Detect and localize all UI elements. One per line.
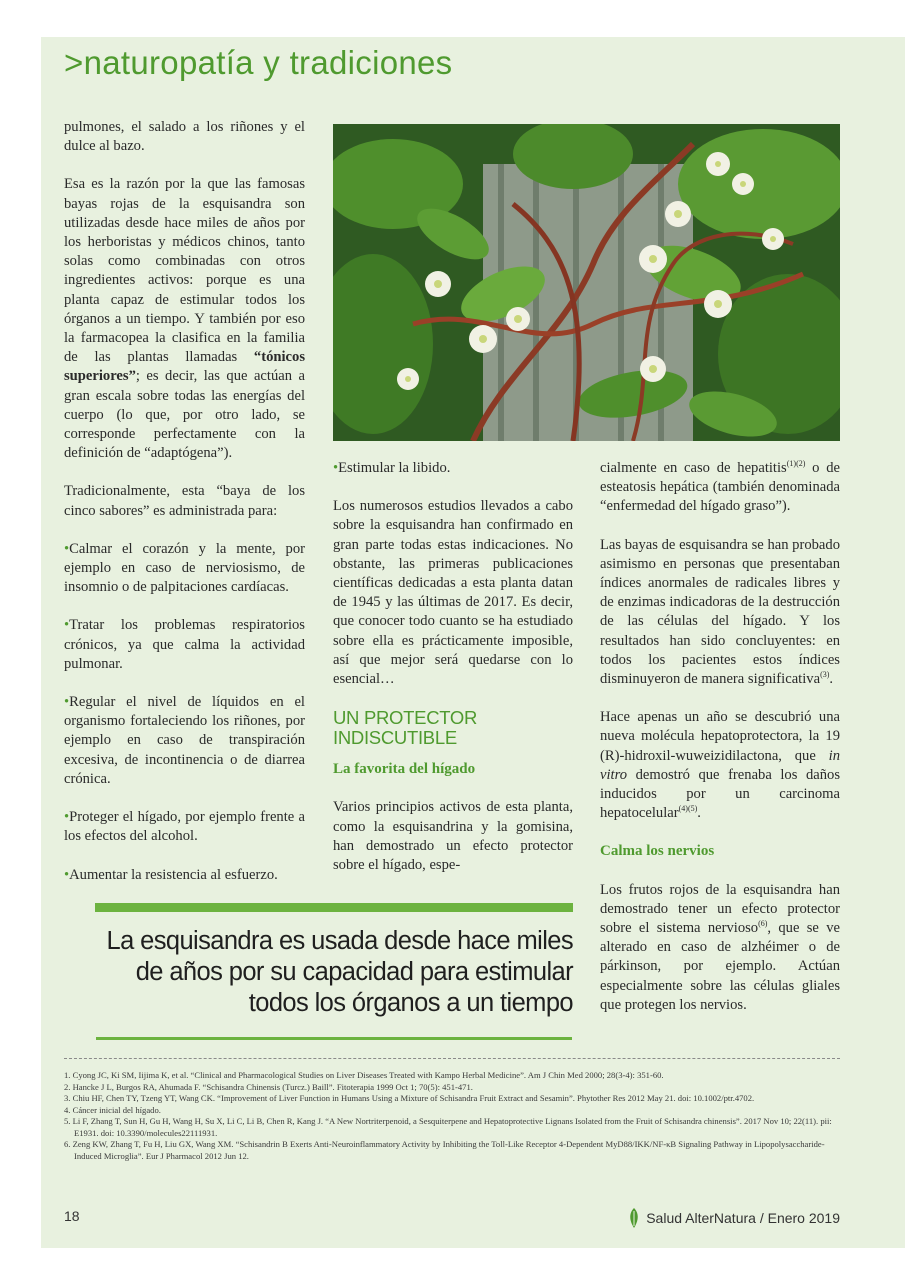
- bullet-mark: •: [64, 809, 70, 826]
- section-title: >naturopatía y tradiciones: [64, 44, 453, 81]
- reference-item: 1. Cyong JC, Ki SM, Iijima K, et al. “Clinical and Pharmacological Studies on Liver Diseases Treated with Kampo Herbal Medicine”. Am J Chin Med 2000; 28(3-4): 351-60.: [64, 1070, 664, 1080]
- paragraph-text: o de esteatosis hepática (también denominada “enfermedad del hígado graso”).: [600, 460, 840, 515]
- pullquote-line: de años por su capacidad para estimular: [135, 958, 573, 986]
- reference-item: 6. Zeng KW, Zhang T, Fu H, Liu GX, Wang XM. “Schisandrin B Exerts Anti-Neuroinflammatory Activity by Inhibiting the Toll-Like Receptor 4-Dependent MyD88/IKK/NF-κB Signaling Pathway in Lipopolysaccharide-Induced Microglia”. Eur J Pharmacol 2012 Jun 12.: [64, 1139, 825, 1161]
- bullet-mark: •: [64, 866, 70, 883]
- footnote-ref: (1)(2): [786, 459, 806, 469]
- bullet-mark: •: [64, 617, 70, 634]
- paragraph: Varios principios activos de esta planta, como la esquisandrina y la gomisina, han demostrado un efecto protector sobre el hígado, espe-: [333, 799, 573, 874]
- bullet-text: Regular el nivel de líquidos en el organismo fortaleciendo los riñones, por ejemplo en caso de transpiración excesiva, de incontinencia o de diarrea crónica.: [64, 694, 305, 787]
- paragraph-text: cialmente en caso de hepatitis: [600, 460, 787, 476]
- paragraph-text: Esa es la razón por la que las famosas bayas rojas de la esquisandra son utilizadas desde hace miles de años por los herboristas y médicos chinos, tanto solas como combinadas con otros ingredientes activos: porque es una planta capaz de estimular todos los órganos a un tiempo. Y también por eso la farmacopea la clasifica en la familia de las plantas llamadas: [64, 176, 305, 366]
- paragraph-text: demostró que frenaba los daños inducidos por un carcinoma hepatocelular: [600, 766, 840, 822]
- bullet-mark: •: [64, 694, 70, 711]
- paragraph: pulmones, el salado a los riñones y el dulce al bazo.: [64, 119, 305, 155]
- bullet-item: [64, 866, 305, 885]
- reference-item: 2. Hancke J L, Burgos RA, Ahumada F. “Schisandra Chinensis (Turcz.) Baill”. Fitoterapia 1999 Oct 1; 70(5): 451-471.: [64, 1081, 473, 1092]
- footnote-ref: (6): [758, 919, 768, 929]
- paragraph: Tradicionalmente, esta “baya de los cinco sabores” es administrada para:: [64, 483, 305, 519]
- bullet-mark: •: [333, 460, 339, 476]
- bold-term: “tónicos superiores”: [64, 349, 305, 385]
- references-divider: [64, 1058, 840, 1059]
- magazine-name: Salud AlterNatura / Enero 2019: [646, 1210, 840, 1226]
- subheading: Calma los nervios: [600, 843, 715, 860]
- paragraph-text: .: [829, 671, 834, 688]
- column-1: [64, 118, 305, 904]
- page-number: 18: [64, 1208, 80, 1224]
- footnote-ref: (4)(5): [678, 804, 698, 814]
- paragraph: [600, 459, 840, 517]
- pullquote-bottom-bar: [96, 1037, 572, 1040]
- section-heading: UN PROTECTOR INDISCUTIBLE: [333, 707, 478, 749]
- subheading: La favorita del hígado: [333, 761, 476, 778]
- bullet-text: Tratar los problemas respiratorios crónicos, ya que calma la actividad pulmonar.: [64, 617, 305, 672]
- pullquote-line: La esquisandra es usada desde hace miles: [106, 927, 573, 955]
- leaf-logo-icon: [628, 1207, 640, 1229]
- bullet-item: [333, 459, 573, 478]
- bullet-text: Calmar el corazón y la mente, por ejemplo en caso de nerviosismo, de insomnio o de palpitaciones cardíacas.: [64, 540, 305, 596]
- reference-item: 4. Cáncer inicial del hígado.: [64, 1104, 161, 1115]
- paragraph: Los numerosos estudios llevados a cabo sobre la esquisandra han confirmado en gran parte todas estas indicaciones. No obstante, las primeras publicaciones científicas dedicadas a esta planta datan de 1945 y las últimas de 2017. Es decir, que conocer todo cuanto se ha estudiado sobre ella es prácticamente imposible, así que mejor será quedarse con lo esencial…: [333, 498, 573, 688]
- pullquote-line: todos los órganos a un tiempo: [248, 989, 573, 1017]
- footer-brand: [628, 1207, 840, 1229]
- column-3: [600, 459, 840, 1034]
- paragraph: [600, 708, 840, 823]
- bullet-item: [64, 616, 305, 674]
- reference-item: 3. Chiu HF, Chen TY, Tzeng YT, Wang CK. “Improvement of Liver Function in Humans Using a Mixture of Schisandra Fruit Extract and Sesamin”. Phytother Res 2012 May 21. doi: 10.1002/ptr.4702.: [64, 1093, 755, 1103]
- paragraph-text: Los frutos rojos de la esquisandra han demostrado tener un efecto protector sobre el sistema nervioso: [600, 881, 840, 937]
- pullquote: [80, 926, 573, 1019]
- bullet-item: [64, 808, 305, 846]
- bullet-text: Estimular la libido.: [338, 460, 451, 476]
- bullet-item: [64, 693, 305, 789]
- pullquote-top-bar: [95, 903, 573, 912]
- italic-term: in vitro: [600, 747, 840, 783]
- bullet-text: Aumentar la resistencia al esfuerzo.: [69, 866, 278, 883]
- bullet-text: Proteger el hígado, por ejemplo frente a los efectos del alcohol.: [64, 809, 305, 845]
- footnote-ref: (3): [820, 670, 830, 680]
- paragraph-text: ; es decir, las que actúan a gran escala sobre todas las energías del cuerpo (lo que, por otro lado, se corresponde perfectamente con la definición de “adaptógena”).: [64, 368, 305, 462]
- references-list: [64, 1070, 840, 1162]
- paragraph-text: Las bayas de esquisandra se han probado asimismo en personas que presentaban índices anormales de radicales libres y de enzimas indicadoras de la destrucción de las células del hígado. Y los resultados han sido concluyentes: en todos los pacientes estos índices disminuyeron de manera significativa: [600, 536, 840, 688]
- paragraph-text: , que se ve alterado en caso de alzhéimer o de párkinson, por ejemplo. Actúan especialmente sobre las células gliales que protegen los nervios.: [600, 920, 840, 1013]
- reference-item: 5. Li F, Zhang T, Sun H, Gu H, Wang H, Su X, Li C, Li B, Chen R, Kang J. “A New Nortriterpenoid, a Sesquiterpene and Hepatoprotective Lignans Isolated from the Fruit of Schisandra chinensis”. 2017 Nov 10; 22(11). pii: E1931. doi: 10.3390/molecules22111931.: [64, 1116, 832, 1138]
- paragraph: [600, 881, 840, 1015]
- paragraph-text: .: [697, 805, 701, 822]
- column-2: [333, 459, 573, 894]
- schisandra-plant-photo: [333, 124, 840, 441]
- bullet-item: [64, 540, 305, 598]
- paragraph-text: Hace apenas un año se descubrió una nueva molécula hepatoprotectora, la 19 (R)-hidroxil-wuweizidilactona, que: [600, 709, 840, 764]
- paragraph: [600, 536, 840, 690]
- paragraph: [64, 175, 305, 463]
- bullet-mark: •: [64, 540, 70, 557]
